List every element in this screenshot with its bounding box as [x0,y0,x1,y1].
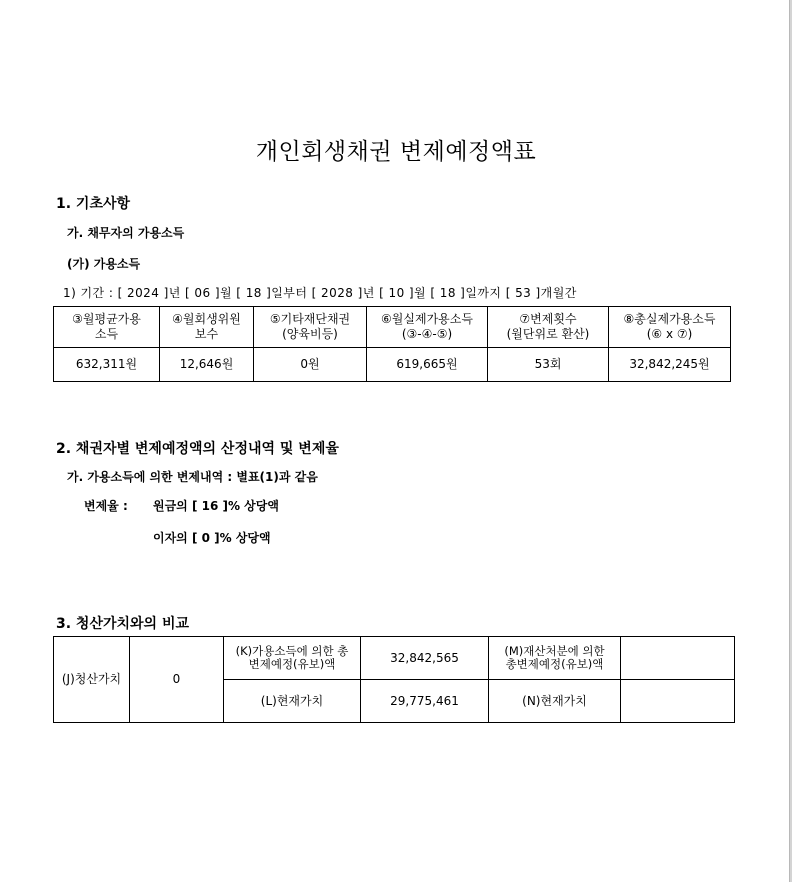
present-value-label-n: (N)현재가치 [489,680,621,723]
header-repayment-count: ⑦변제횟수 (월단위로 환산) [488,307,609,348]
value-actual-monthly-income: 619,665원 [367,348,488,382]
section-1-heading: 1. 기초사항 [56,196,131,212]
asset-disposal-total-label: (M)재산처분에 의한 총변제예정(유보)액 [489,637,621,680]
present-value-l: 29,775,461 [361,680,489,723]
income-based-total-value: 32,842,565 [361,637,489,680]
header-actual-monthly-income: ⑥월실제가용소득 (③-④-⑤) [367,307,488,348]
present-value-label-l: (L)현재가치 [224,680,361,723]
header-trustee-fee: ④월회생위원 보수 [160,307,254,348]
income-table-header-row [54,307,731,348]
principal-rate-line: 원금의 [ 16 ]% 상당액 [153,499,279,513]
income-based-total-label: (K)가용소득에 의한 총 변제예정(유보)액 [224,637,361,680]
liquidation-comparison-table [53,636,735,723]
value-total-actual-income: 32,842,245원 [609,348,731,382]
comparison-row-1 [54,637,735,680]
value-other-estate-claims: 0원 [254,348,367,382]
section-1-subheading-a: 가. 채무자의 가용소득 [67,226,185,240]
value-trustee-fee: 12,646원 [160,348,254,382]
period-line: 1) 기간 : [ 2024 ]년 [ 06 ]월 [ 18 ]일부터 [ 2028 ]년 [ 10 ]월 [ 18 ]일까지 [ 53 ]개월간 [63,286,577,300]
header-monthly-available-income: ③월평균가용 소득 [54,307,160,348]
section-1-subheading-aa: (가) 가용소득 [67,257,141,271]
header-other-estate-claims: ⑤기타재단채권 (양육비등) [254,307,367,348]
interest-rate-line: 이자의 [ 0 ]% 상당액 [153,531,271,545]
document-title: 개인회생채권 변제예정액표 [255,139,537,165]
header-total-actual-income: ⑧총실제가용소득 (⑥ x ⑦) [609,307,731,348]
repayment-rate-label: 변제율 : [84,499,128,513]
income-table [53,306,731,382]
income-table-value-row [54,348,731,382]
value-repayment-count: 53회 [488,348,609,382]
value-monthly-available-income: 632,311원 [54,348,160,382]
section-2-heading: 2. 채권자별 변제예정액의 산정내역 및 변제율 [56,441,339,457]
asset-disposal-total-value [621,637,735,680]
present-value-n [621,680,735,723]
liquidation-value-label: (J)청산가치 [54,637,130,723]
section-3-heading: 3. 청산가치와의 비교 [56,616,189,632]
liquidation-value: 0 [130,637,224,723]
section-2-subheading-a: 가. 가용소득에 의한 변제내역 : 별표(1)과 같음 [67,470,318,484]
